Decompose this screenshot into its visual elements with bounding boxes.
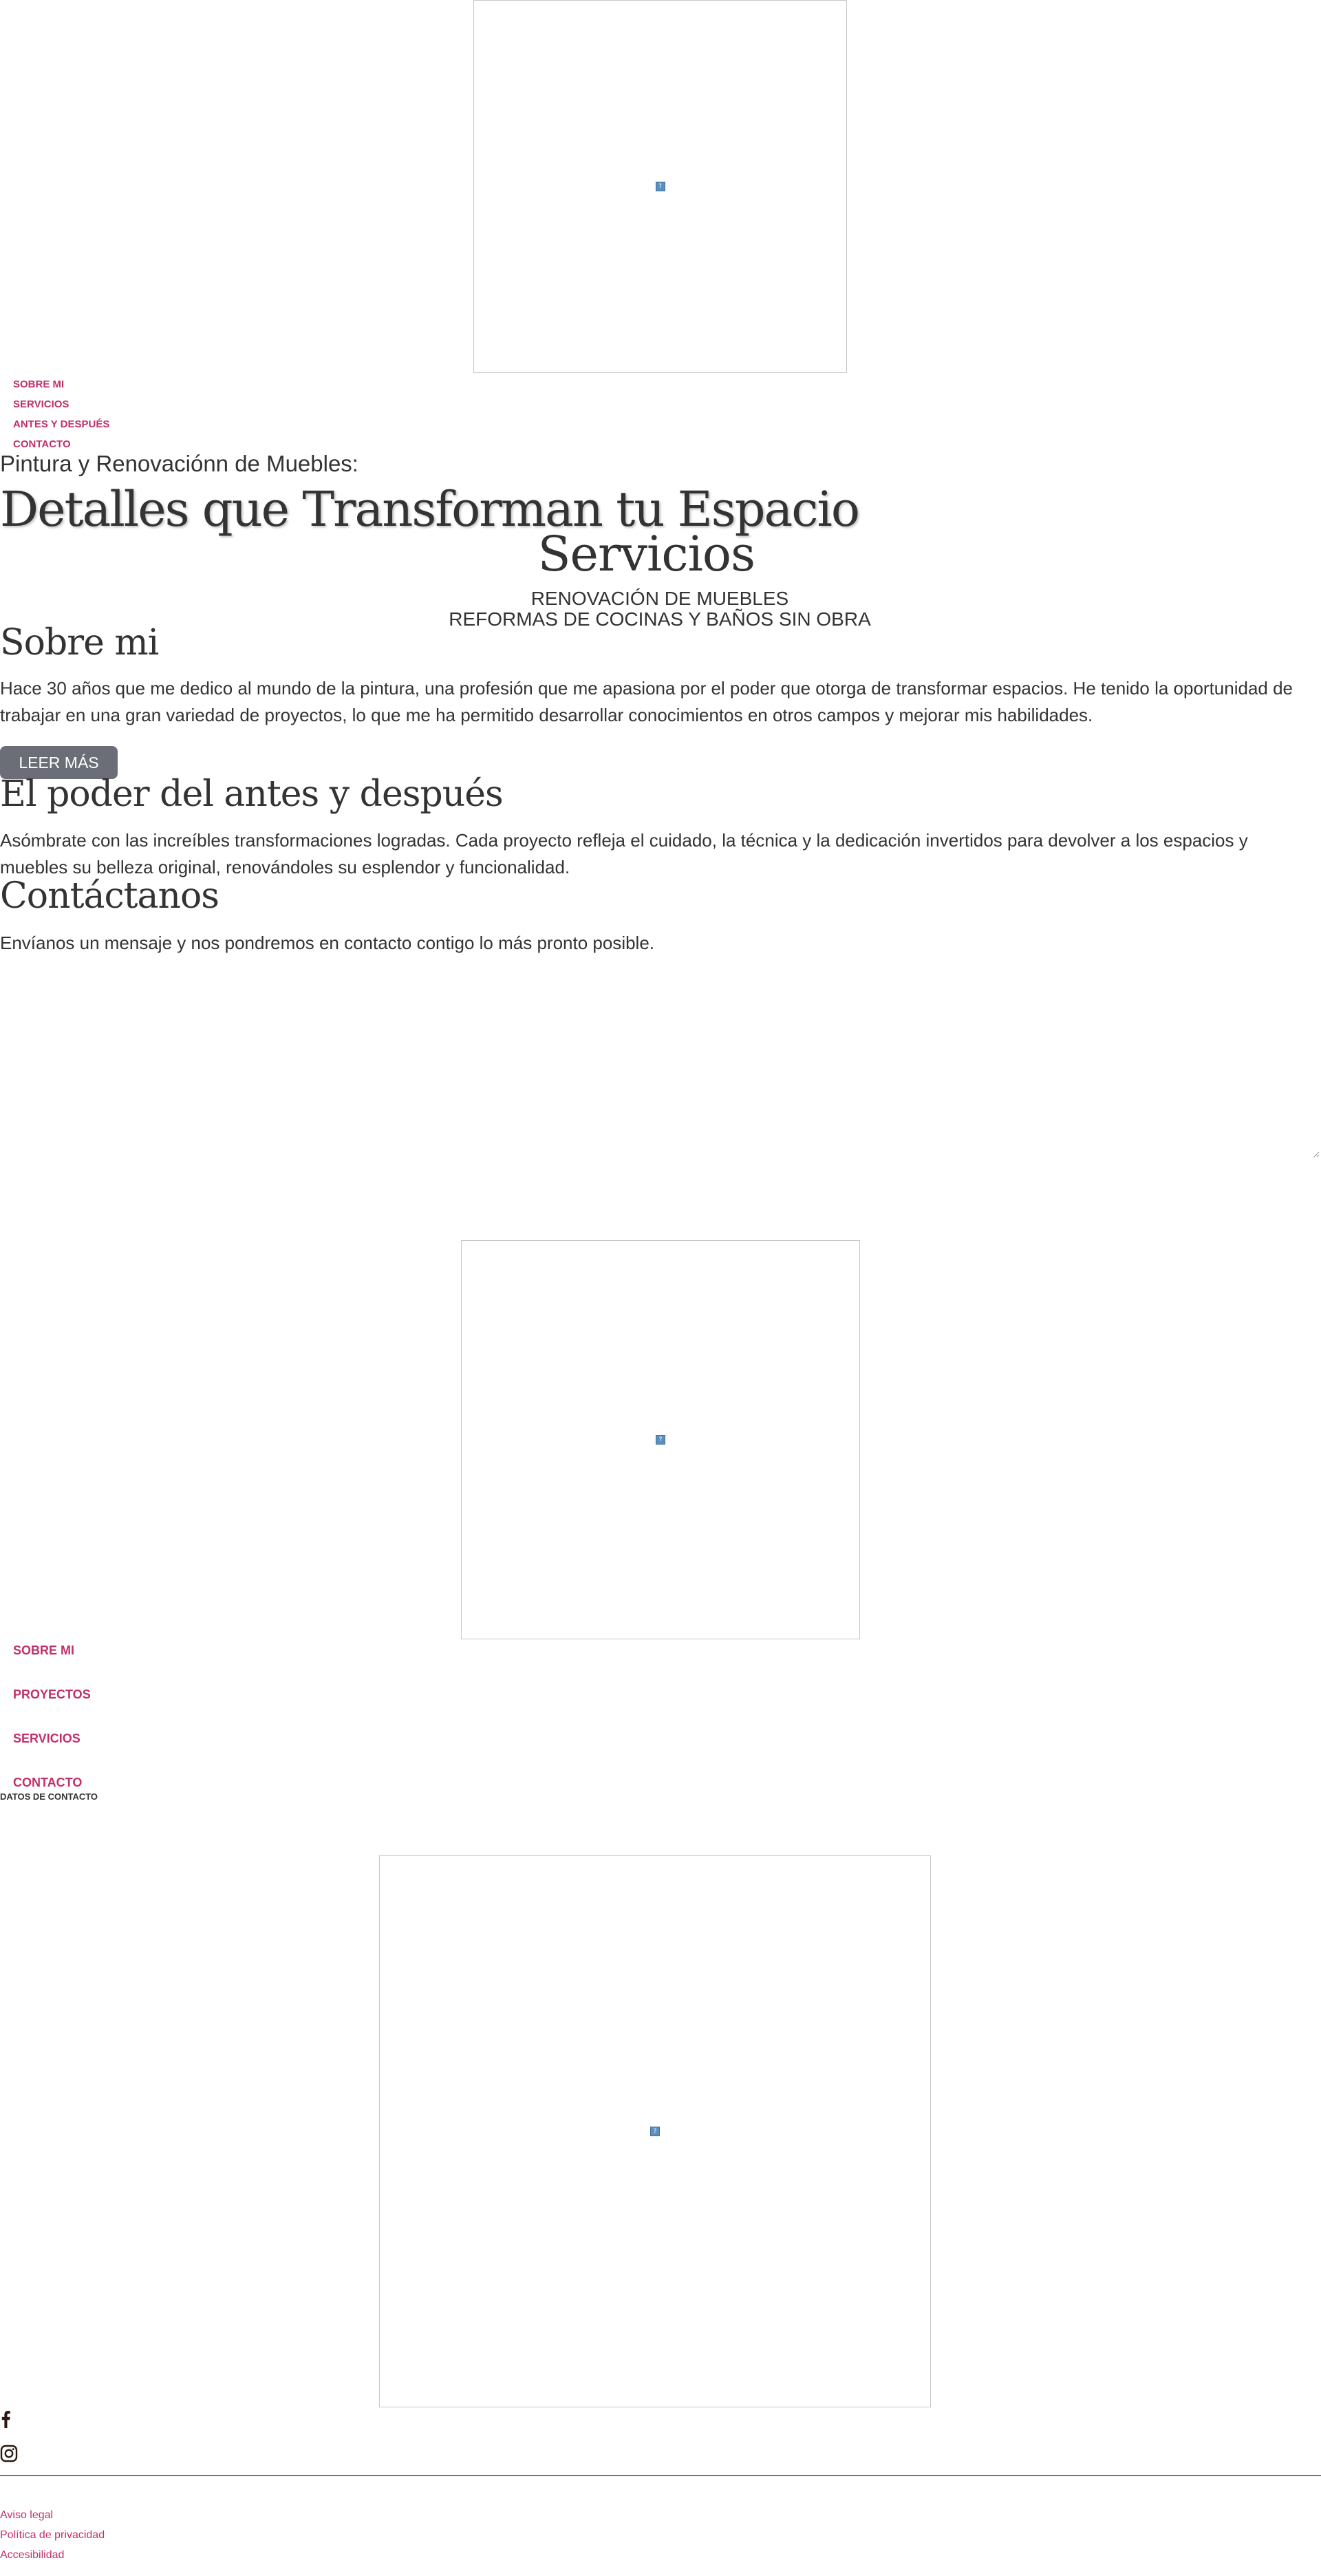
broken-image-icon: ? bbox=[650, 2127, 660, 2136]
hero-subtitle: Pintura y Renovaciónn de Muebles: bbox=[0, 451, 358, 476]
resize-grip-icon[interactable] bbox=[1313, 1151, 1320, 1158]
facebook-icon[interactable] bbox=[0, 2410, 11, 2428]
nav-link-contacto[interactable]: CONTACTO bbox=[13, 438, 71, 450]
footer-logo-image[interactable] bbox=[461, 1240, 860, 1639]
contact-form-area[interactable] bbox=[0, 964, 1320, 1158]
footer-nav-contacto[interactable]: CONTACTO bbox=[13, 1776, 83, 1789]
footer-nav-proyectos[interactable]: PROYECTOS bbox=[13, 1688, 91, 1701]
read-more-button[interactable]: LEER MÁS bbox=[0, 746, 118, 779]
broken-image-icon: ? bbox=[656, 1435, 665, 1445]
contact-data-heading: DATOS DE CONTACTO bbox=[0, 1791, 98, 1802]
instagram-icon[interactable] bbox=[0, 2445, 18, 2462]
footer-nav-servicios[interactable]: SERVICIOS bbox=[13, 1732, 80, 1745]
service-item-renovacion: RENOVACIÓN DE MUEBLES bbox=[530, 588, 789, 609]
services-title: Servicios bbox=[537, 526, 755, 582]
legal-link-privacidad[interactable]: Política de privacidad bbox=[0, 2529, 105, 2541]
about-title: Sobre mi bbox=[0, 622, 159, 663]
footer-divider bbox=[0, 2475, 1321, 2476]
nav-link-servicios[interactable]: SERVICIOS bbox=[13, 398, 69, 410]
contact-text: Envíanos un mensaje y nos pondremos en contacto contigo lo más pronto posible. bbox=[0, 933, 655, 953]
legal-link-accesibilidad[interactable]: Accesibilidad bbox=[0, 2549, 65, 2561]
header-logo-image[interactable] bbox=[473, 0, 847, 373]
nav-link-antes-despues[interactable]: ANTES Y DESPUÉS bbox=[13, 418, 110, 430]
nav-link-sobre-mi[interactable]: SOBRE MI bbox=[13, 379, 65, 390]
about-text: Hace 30 años que me dedico al mundo de la pintura, una profesión que me apasiona por el poder que otorga de transformar espacios. He tenido la oportunidad de trabajar en una gran variedad de proyectos, lo que me ha permitido desarrollar conocimientos en otros campos y mejorar mis habilidades. bbox=[0, 678, 1293, 725]
footer-map-image[interactable] bbox=[379, 1855, 931, 2407]
contact-title: Contáctanos bbox=[0, 875, 219, 917]
hero-title: Detalles que Transforman tu Espacio bbox=[0, 481, 859, 537]
footer-nav-sobre-mi[interactable]: SOBRE MI bbox=[13, 1643, 75, 1657]
service-item-reformas: REFORMAS DE COCINAS Y BAÑOS SIN OBRA bbox=[449, 608, 871, 630]
legal-link-aviso[interactable]: Aviso legal bbox=[0, 2509, 54, 2521]
before-after-text: Asómbrate con las increíbles transformaciones logradas. Cada proyecto refleja el cuidado, la técnica y la dedicación invertidos para devolver a los espacios y muebles su belleza original, renovándoles su esplendor y funcionalidad. bbox=[0, 830, 1248, 877]
broken-image-icon: ? bbox=[656, 182, 665, 191]
before-after-title: El poder del antes y después bbox=[0, 774, 503, 815]
